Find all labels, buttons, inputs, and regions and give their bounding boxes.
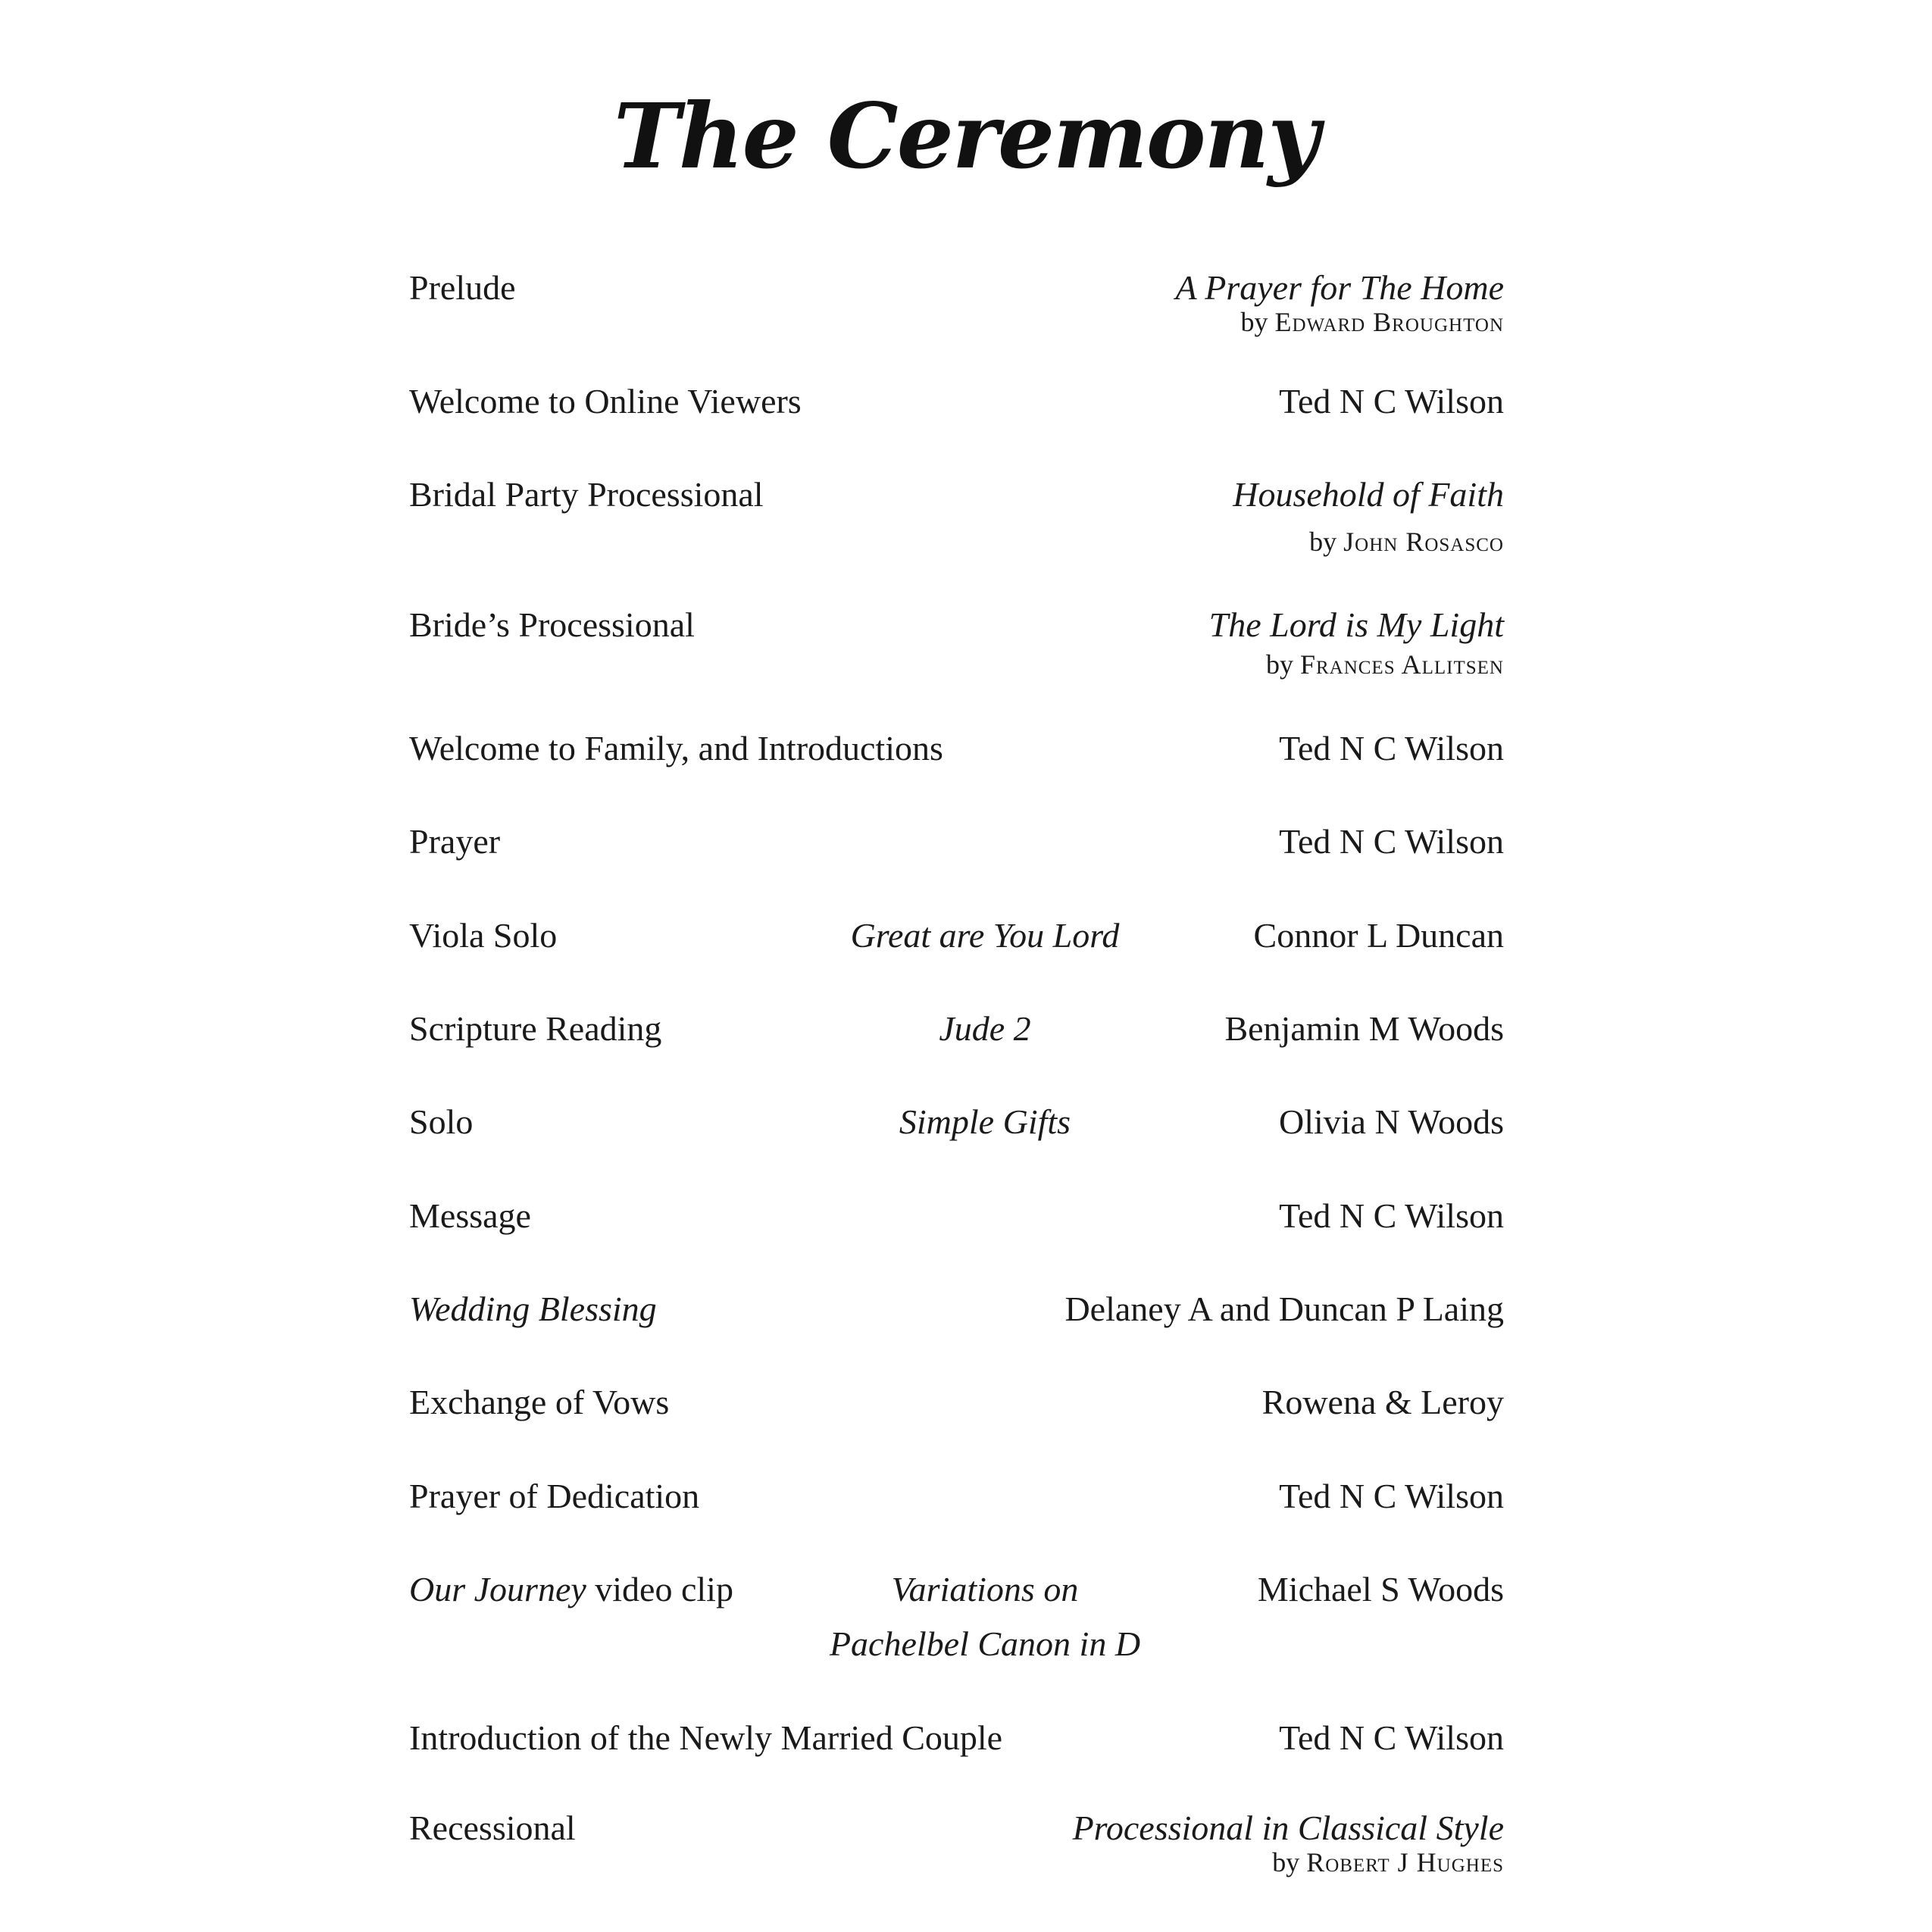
item-composer: by Frances Allitsen [1265, 649, 1504, 680]
item-label: Bridal Party Processional [409, 475, 764, 514]
item-label: Viola Solo [409, 916, 558, 955]
program-item-prayer [409, 819, 1504, 864]
item-label: Welcome to Family, and Introductions [409, 729, 943, 767]
program-item-solo [409, 1099, 1504, 1145]
item-composer: by John Rosasco [1309, 527, 1504, 557]
item-person: Ted N C Wilson [1279, 729, 1504, 767]
program-item-viola-solo [409, 913, 1504, 958]
program-item-prelude [409, 265, 1504, 337]
item-label: Bride’s Processional [409, 605, 695, 644]
item-person: Ted N C Wilson [1279, 382, 1504, 420]
item-person: Ted N C Wilson [1279, 1477, 1504, 1515]
item-piece-title-line2: Pachelbel Canon in D [829, 1624, 1141, 1663]
item-label: Recessional [409, 1809, 576, 1847]
item-label: Wedding Blessing [409, 1290, 657, 1328]
item-person: Michael S Woods [1257, 1570, 1504, 1608]
program-item-welcome-online [409, 379, 1504, 424]
program-item-introduction-couple [409, 1715, 1504, 1761]
item-person: Ted N C Wilson [1279, 1196, 1504, 1235]
program-item-message [409, 1193, 1504, 1239]
program-item-recessional [409, 1805, 1504, 1877]
item-label: Prayer [409, 822, 501, 861]
item-label: Welcome to Online Viewers [409, 382, 802, 420]
item-piece-title: Great are You Lord [850, 916, 1120, 955]
program-item-video-clip [409, 1567, 1504, 1663]
item-person: Delaney A and Duncan P Laing [1064, 1290, 1504, 1328]
item-piece-title: The Lord is My Light [1208, 605, 1504, 644]
item-person: Olivia N Woods [1278, 1102, 1504, 1141]
item-person: Connor L Duncan [1253, 916, 1504, 955]
item-piece-title: A Prayer for The Home [1175, 268, 1504, 307]
program-item-wedding-blessing [409, 1286, 1504, 1332]
program-item-exchange-of-vows [409, 1380, 1504, 1425]
item-composer: by Edward Broughton [1240, 307, 1504, 337]
item-composer: by Robert J Hughes [1272, 1847, 1504, 1877]
item-piece-title: Simple Gifts [899, 1102, 1071, 1141]
item-piece-title: Household of Faith [1233, 475, 1504, 514]
item-label: Introduction of the Newly Married Couple [409, 1718, 1003, 1757]
item-label: Our Journey video clip [409, 1570, 733, 1608]
item-label: Prelude [409, 268, 516, 307]
item-label: Solo [409, 1102, 474, 1141]
item-label: Message [409, 1196, 531, 1235]
item-piece-title: Variations on [891, 1570, 1079, 1608]
item-piece-title: Processional in Classical Style [1072, 1809, 1504, 1847]
program-item-welcome-family [409, 726, 1504, 771]
item-label: Scripture Reading [409, 1009, 662, 1048]
item-scripture-ref: Jude 2 [939, 1009, 1031, 1048]
program-item-brides-processional [409, 602, 1504, 680]
program-item-bridal-party-processional [409, 472, 1504, 557]
item-person: Rowena & Leroy [1261, 1383, 1504, 1421]
item-person: Ted N C Wilson [1279, 822, 1504, 861]
item-person: Ted N C Wilson [1279, 1718, 1504, 1757]
item-person: Benjamin M Woods [1224, 1009, 1504, 1048]
program-item-prayer-of-dedication [409, 1474, 1504, 1519]
page-title: The Ceremony [614, 83, 1318, 189]
item-label: Prayer of Dedication [409, 1477, 700, 1515]
program-item-scripture-reading [409, 1006, 1504, 1052]
item-label: Exchange of Vows [409, 1383, 670, 1421]
